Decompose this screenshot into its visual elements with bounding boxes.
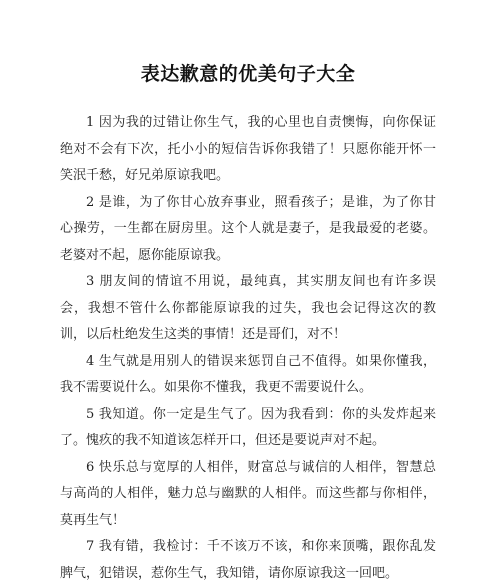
paragraph-3: 3 朋友间的情谊不用说，最纯真，其实朋友间也有许多误会，我想不管什么你都能原谅我的过失，我也会记得这次的教训，以后杜绝发生这类的事情！还是哥们，对不！ <box>60 274 436 342</box>
paragraph-4: 4 生气就是用别人的错误来惩罚自己不值得。如果你懂我，我不需要说什么。如果你不懂我，我更不需要说什么。 <box>60 353 436 395</box>
article-body <box>60 110 436 587</box>
paragraph-1: 1 因为我的过错让你生气，我的心里也自责懊悔，向你保证绝对不会有下次，托小小的短信告诉你我错了！只愿你能开怀一笑泯千愁，好兄弟原谅我吧。 <box>60 115 436 183</box>
paragraph-5: 5 我知道。你一定是生气了。因为我看到：你的头发炸起来了。愧疚的我不知道该怎样开口，但还是要说声对不起。 <box>60 406 436 448</box>
page-title: 表达歉意的优美句子大全 <box>140 63 356 85</box>
paragraph-6: 6 快乐总与宽厚的人相伴，财富总与诚信的人相伴，智慧总与高尚的人相伴，魅力总与幽默的人相伴。而这些都与你相伴，莫再生气！ <box>60 459 436 528</box>
paragraph-2: 2 是谁，为了你甘心放弃事业，照看孩子；是谁，为了你甘心操劳，一生都在厨房里。这个人就是妻子，是我最爱的老婆。老婆对不起，愿你能原谅我。 <box>60 194 436 263</box>
paragraph-7: 7 我有错，我检讨：千不该万不该，和你来顶嘴，跟你乱发脾气，犯错误，惹你生气，我知错，请你原谅我这一回吧。 <box>60 539 436 581</box>
